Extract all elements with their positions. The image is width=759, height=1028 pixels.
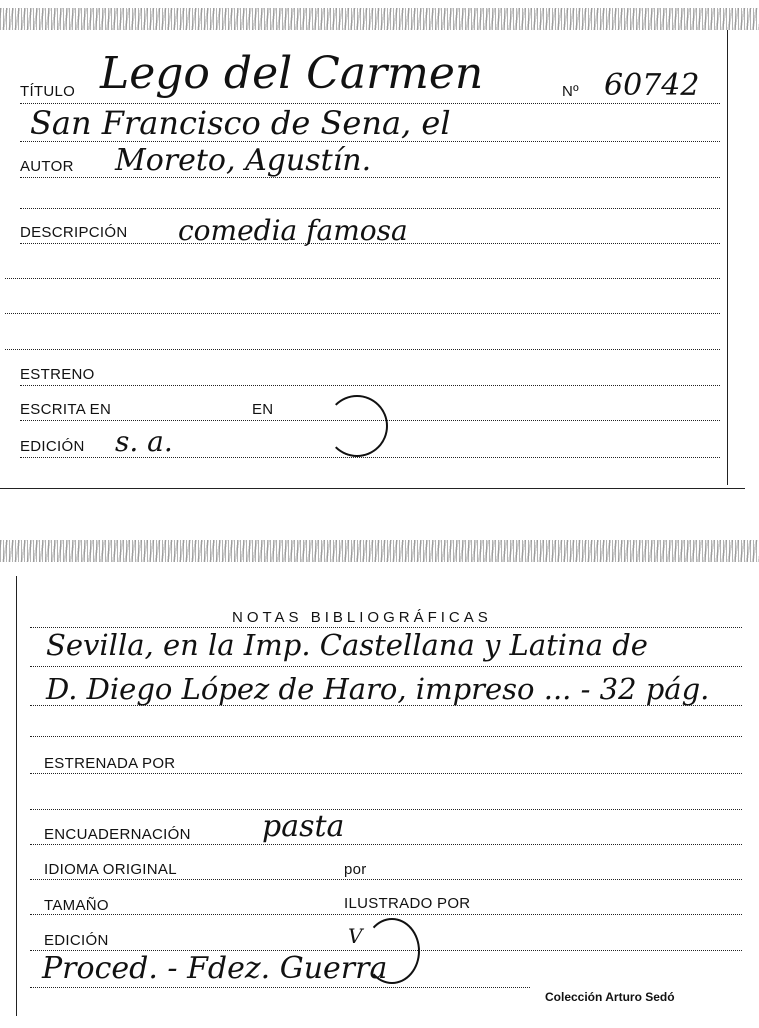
numero-value: 60742: [604, 68, 700, 103]
numero-prefix: Nº: [562, 83, 579, 100]
encuadernacion-line: [30, 844, 742, 845]
notes-line-1: Sevilla, en la Imp. Castellana y Latina de: [46, 628, 648, 662]
descripcion-line: [20, 243, 720, 244]
notes-rule-1: [30, 666, 742, 667]
catalog-card-back: [0, 536, 759, 1028]
autor-line: [20, 177, 720, 178]
idioma-original-label: IDIOMA ORIGINAL: [44, 861, 177, 878]
blank-line-2: [5, 278, 720, 279]
por-label: por: [344, 861, 367, 878]
descripcion-value: comedia famosa: [178, 214, 408, 247]
collection-footer: Colección Arturo Sedó: [545, 990, 675, 1004]
estrenada-por-line: [30, 773, 742, 774]
card-top-torn-edge: [0, 8, 759, 30]
titulo-value: Lego del Carmen: [100, 48, 484, 99]
edicion-label: EDICIÓN: [44, 932, 109, 949]
estreno-line: [20, 385, 720, 386]
stamp-circle: [326, 395, 388, 457]
idioma-line: [30, 879, 742, 880]
titulo-continuation-line: [20, 141, 720, 142]
blank-line-3: [5, 313, 720, 314]
tamano-line: [30, 914, 742, 915]
tamano-label: TAMAÑO: [44, 897, 109, 914]
titulo-label: TÍTULO: [20, 83, 76, 100]
card-left-edge: [16, 576, 17, 1016]
titulo-continuation: San Francisco de Sena, el: [30, 104, 451, 142]
edicion-mark: V: [348, 924, 363, 948]
notas-heading: NOTAS BIBLIOGRÁFICAS: [232, 609, 492, 626]
estrenada-por-label: ESTRENADA POR: [44, 755, 176, 772]
card-top-torn-edge: [0, 540, 759, 562]
edicion-line: [20, 457, 720, 458]
blank-line-4: [5, 349, 720, 350]
descripcion-label: DESCRIPCIÓN: [20, 224, 128, 241]
edicion-label: EDICIÓN: [20, 438, 85, 455]
estreno-label: ESTRENO: [20, 366, 95, 383]
blank-line-1: [20, 208, 720, 209]
autor-value: Moreto, Agustín.: [115, 143, 372, 178]
notes-rule-2: [30, 705, 742, 706]
edicion-value: s. a.: [115, 425, 173, 458]
encuadernacion-value: pasta: [262, 809, 345, 844]
encuadernacion-label: ENCUADERNACIÓN: [44, 826, 191, 843]
autor-label: AUTOR: [20, 158, 74, 175]
catalog-card-front: [0, 0, 759, 496]
stamp-circle: [364, 918, 420, 984]
en-label: EN: [252, 401, 274, 418]
notes-line-2: D. Diego López de Haro, impreso ... - 32 pág.: [46, 672, 710, 706]
escrita-en-label: ESCRITA EN: [20, 401, 112, 418]
notes-rule-3: [30, 736, 742, 737]
proced-value: Proced. - Fdez. Guerra: [42, 951, 388, 986]
blank-rule-back: [30, 809, 742, 810]
ilustrado-por-label: ILUSTRADO POR: [344, 895, 471, 912]
card-right-edge: [727, 30, 728, 485]
card-bottom-edge: [0, 488, 745, 489]
proced-line: [30, 987, 530, 988]
